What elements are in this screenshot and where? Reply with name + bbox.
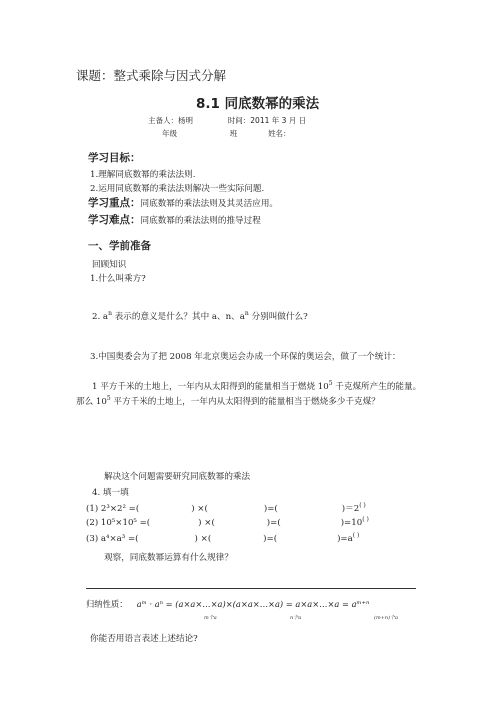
question-2 <box>92 310 308 322</box>
meta-line-2 <box>162 128 291 139</box>
fill-row-2-lhs: (2) 10⁵×10⁵ =( <box>86 518 151 528</box>
q3-p1-post: 千克煤所产生的能量。那么 10 <box>76 382 422 407</box>
q2-pre: 2. a <box>92 312 109 322</box>
fill-row-1-mid2: )=( <box>263 504 278 514</box>
note-mn: (m+n)个a <box>374 615 399 621</box>
meta-line-1 <box>148 115 306 126</box>
class: 班 <box>229 129 238 138</box>
key-point-label: 学习重点： <box>88 197 141 209</box>
section-heading: 一、学前准备 <box>88 240 151 252</box>
fill-row-2-mid1: ) ×( <box>198 518 215 528</box>
fill-row-3 <box>86 534 359 544</box>
closing-question: 你能否用语言表述上述结论? <box>90 634 198 644</box>
goal-2: 2.运用同底数幂的乘法法则解决一些实际问题. <box>90 184 265 194</box>
note-n: n个a <box>290 615 302 621</box>
summary-formula: aᵐ · aⁿ = (a×a×…×a)×(a×a×…×a) = a×a×…×a = aᵐ⁺ⁿ <box>136 599 370 609</box>
question-3: 3.中国奥委会为了把 2008 年北京奥运会办成一个环保的奥运会，做了一个统计： <box>90 352 401 362</box>
name: 姓名： <box>268 129 291 138</box>
fill-row-3-sup: ( ) <box>352 532 360 540</box>
fill-row-1-mid1: ) ×( <box>191 504 208 514</box>
fill-row-2-mid3: )=10 <box>340 518 363 528</box>
q3-p1-end: 平方千米的土地上，一年内从太阳得到的能量相当于燃烧多少千克煤？ <box>110 397 380 407</box>
course-title: 课题：整式乘除与因式分解 <box>76 68 227 83</box>
difficulty-label: 学习难点： <box>88 214 141 226</box>
q3-p1-pre: 1 平方千米的土地上，一年内从太阳得到的能量相当于燃烧 10 <box>92 382 329 392</box>
q2-end: 分别叫做什么? <box>248 312 308 322</box>
observe-question: 观察，同底数幂运算有什么规律？ <box>104 553 233 563</box>
fill-row-2 <box>86 518 369 528</box>
fill-row-3-mid1: ) ×( <box>194 534 212 544</box>
question-3-paragraph <box>76 380 422 410</box>
solve-note: 解决这个问题需要研究同底数幂的乘法 <box>104 472 251 482</box>
fill-row-1-sup: ( ) <box>359 502 366 510</box>
goal-1: 1.理解同底数幂的乘法法则. <box>90 170 196 180</box>
key-point-text: 同底数幂的乘法法则及其灵活应用。 <box>140 199 279 209</box>
fill-label: 4. 填一填 <box>92 488 129 498</box>
difficulty-text: 同底数幂的乘法法则的推导过程 <box>140 216 261 226</box>
fill-row-2-sup: ( ) <box>362 516 369 524</box>
key-point <box>88 195 278 210</box>
preparer: 主备人：杨明 <box>148 116 193 125</box>
grade: 年级 <box>162 129 177 138</box>
fill-row-2-mid2: )=( <box>266 518 281 528</box>
review-label: 回顾知识 <box>92 260 127 270</box>
q3-p1-sup2: 5 <box>106 395 111 403</box>
summary-line <box>86 598 369 610</box>
note-m: m个a <box>204 615 217 621</box>
time: 时间：2011 年 3 月 日 <box>227 116 307 125</box>
lesson-title: 8.1 同底数幂的乘法 <box>196 96 320 112</box>
question-1: 1.什么叫乘方? <box>90 274 146 284</box>
q3-p1-sup: 5 <box>328 380 333 388</box>
fill-row-3-mid3: )=a <box>337 534 353 544</box>
fill-row-3-mid2: )=( <box>263 534 278 544</box>
q2-sup: n <box>108 310 112 318</box>
difficulty <box>88 212 261 227</box>
fill-row-1-lhs: (1) 2³×2² =( <box>86 504 140 514</box>
fill-row-1 <box>86 502 366 514</box>
q2-sup2: n <box>244 310 249 318</box>
fill-row-3-lhs: (3) a⁴×a³ =( <box>86 534 139 544</box>
goals-heading: 学习目标： <box>88 152 141 164</box>
fill-row-1-mid3: )＝2 <box>341 504 360 514</box>
summary-label: 归纳性质： <box>86 599 128 609</box>
q2-post: 表示的意义是什么？其中 a、n、a <box>111 312 245 322</box>
divider-line <box>86 588 416 589</box>
